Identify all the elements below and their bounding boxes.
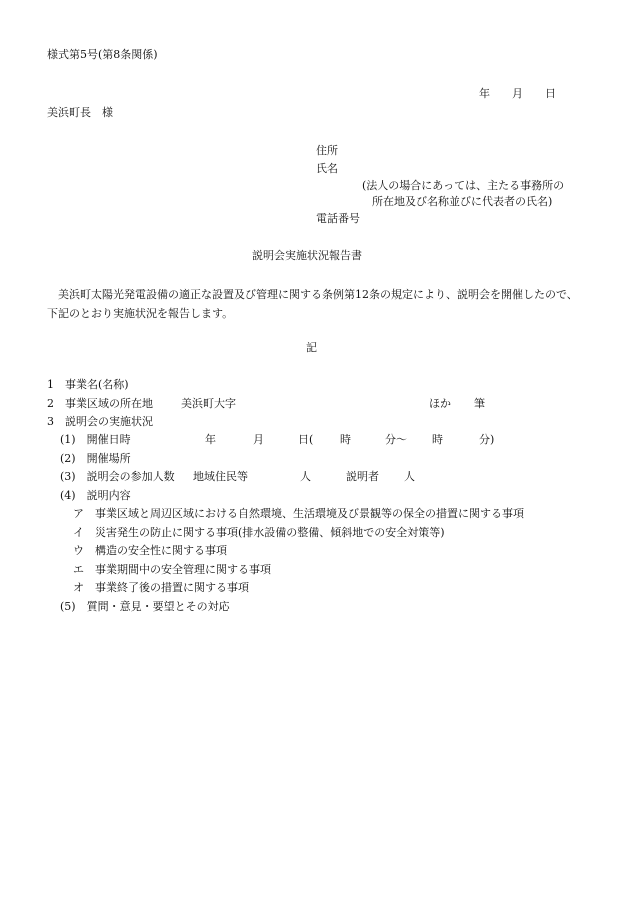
addressee: 美浜町長 様 [47,106,113,119]
date-day: 日 [545,87,556,100]
item-2-hitsu: 筆 [474,397,485,410]
content-item: エ 事業期間中の安全管理に関する事項 [73,563,271,576]
sub-1 [60,433,540,447]
sub-3-explainers: 説明者 [346,470,379,483]
body-text: 美浜町太陽光発電設備の適正な設置及び管理に関する条例第12条の規定により、説明会を開催したので、下記のとおり実施状況を報告します。 [47,288,578,320]
form-label: 様式第5号(第8条関係) [47,48,158,61]
sub-3-nin1: 人 [300,470,311,483]
item-1: 1 事業名(名称) [47,378,129,391]
corp-note-line2: 所在地及び名称並びに代表者の氏名) [372,195,553,208]
applicant-name-label: 氏名 [316,162,338,175]
content-item: オ 事業終了後の措置に関する事項 [73,581,249,594]
item-2 [47,397,587,411]
item-2-hoka: ほか [429,397,451,410]
sub-3-label: (3) 説明会の参加人数 [60,470,175,483]
item-2-label: 2 事業区域の所在地 [47,397,153,410]
sub-1-month: 月 [253,433,264,446]
sub-3-nin2: 人 [404,470,415,483]
applicant-phone-label: 電話番号 [316,212,360,225]
content-item: ア 事業区域と周辺区域における自然環境、生活環境及び景観等の保全の措置に関する事項 [73,507,524,520]
date-line [479,87,556,101]
content-item: イ 災害発生の防止に関する事項(排水設備の整備、傾斜地での安全対策等) [73,526,445,539]
content-item: ウ 構造の安全性に関する事項 [73,544,227,557]
item-2-place: 美浜町大字 [181,397,236,410]
sub-2: (2) 開催場所 [60,452,131,465]
sub-1-hour2: 時 [432,433,443,446]
sub-1-hour1: 時 [340,433,351,446]
sub-4: (4) 説明内容 [60,489,131,502]
sub-1-min1: 分～ [385,433,407,446]
sub-1-label: (1) 開催日時 [60,433,131,446]
date-year: 年 [479,87,490,100]
sub-1-day: 日( [298,433,314,446]
document-title: 説明会実施状況報告書 [252,249,362,262]
applicant-address-label: 住所 [316,144,338,157]
sub-3 [60,470,460,484]
ki-mark: 記 [306,341,317,354]
sub-3-residents: 地域住民等 [193,470,248,483]
corp-note-line1: (法人の場合にあっては、主たる事務所の [362,179,565,192]
item-3: 3 説明会の実施状況 [47,415,153,428]
sub-1-year: 年 [205,433,216,446]
sub-1-min2: 分) [479,433,495,446]
sub-5: (5) 質問・意見・要望とその対応 [60,600,230,613]
date-month: 月 [512,87,523,100]
